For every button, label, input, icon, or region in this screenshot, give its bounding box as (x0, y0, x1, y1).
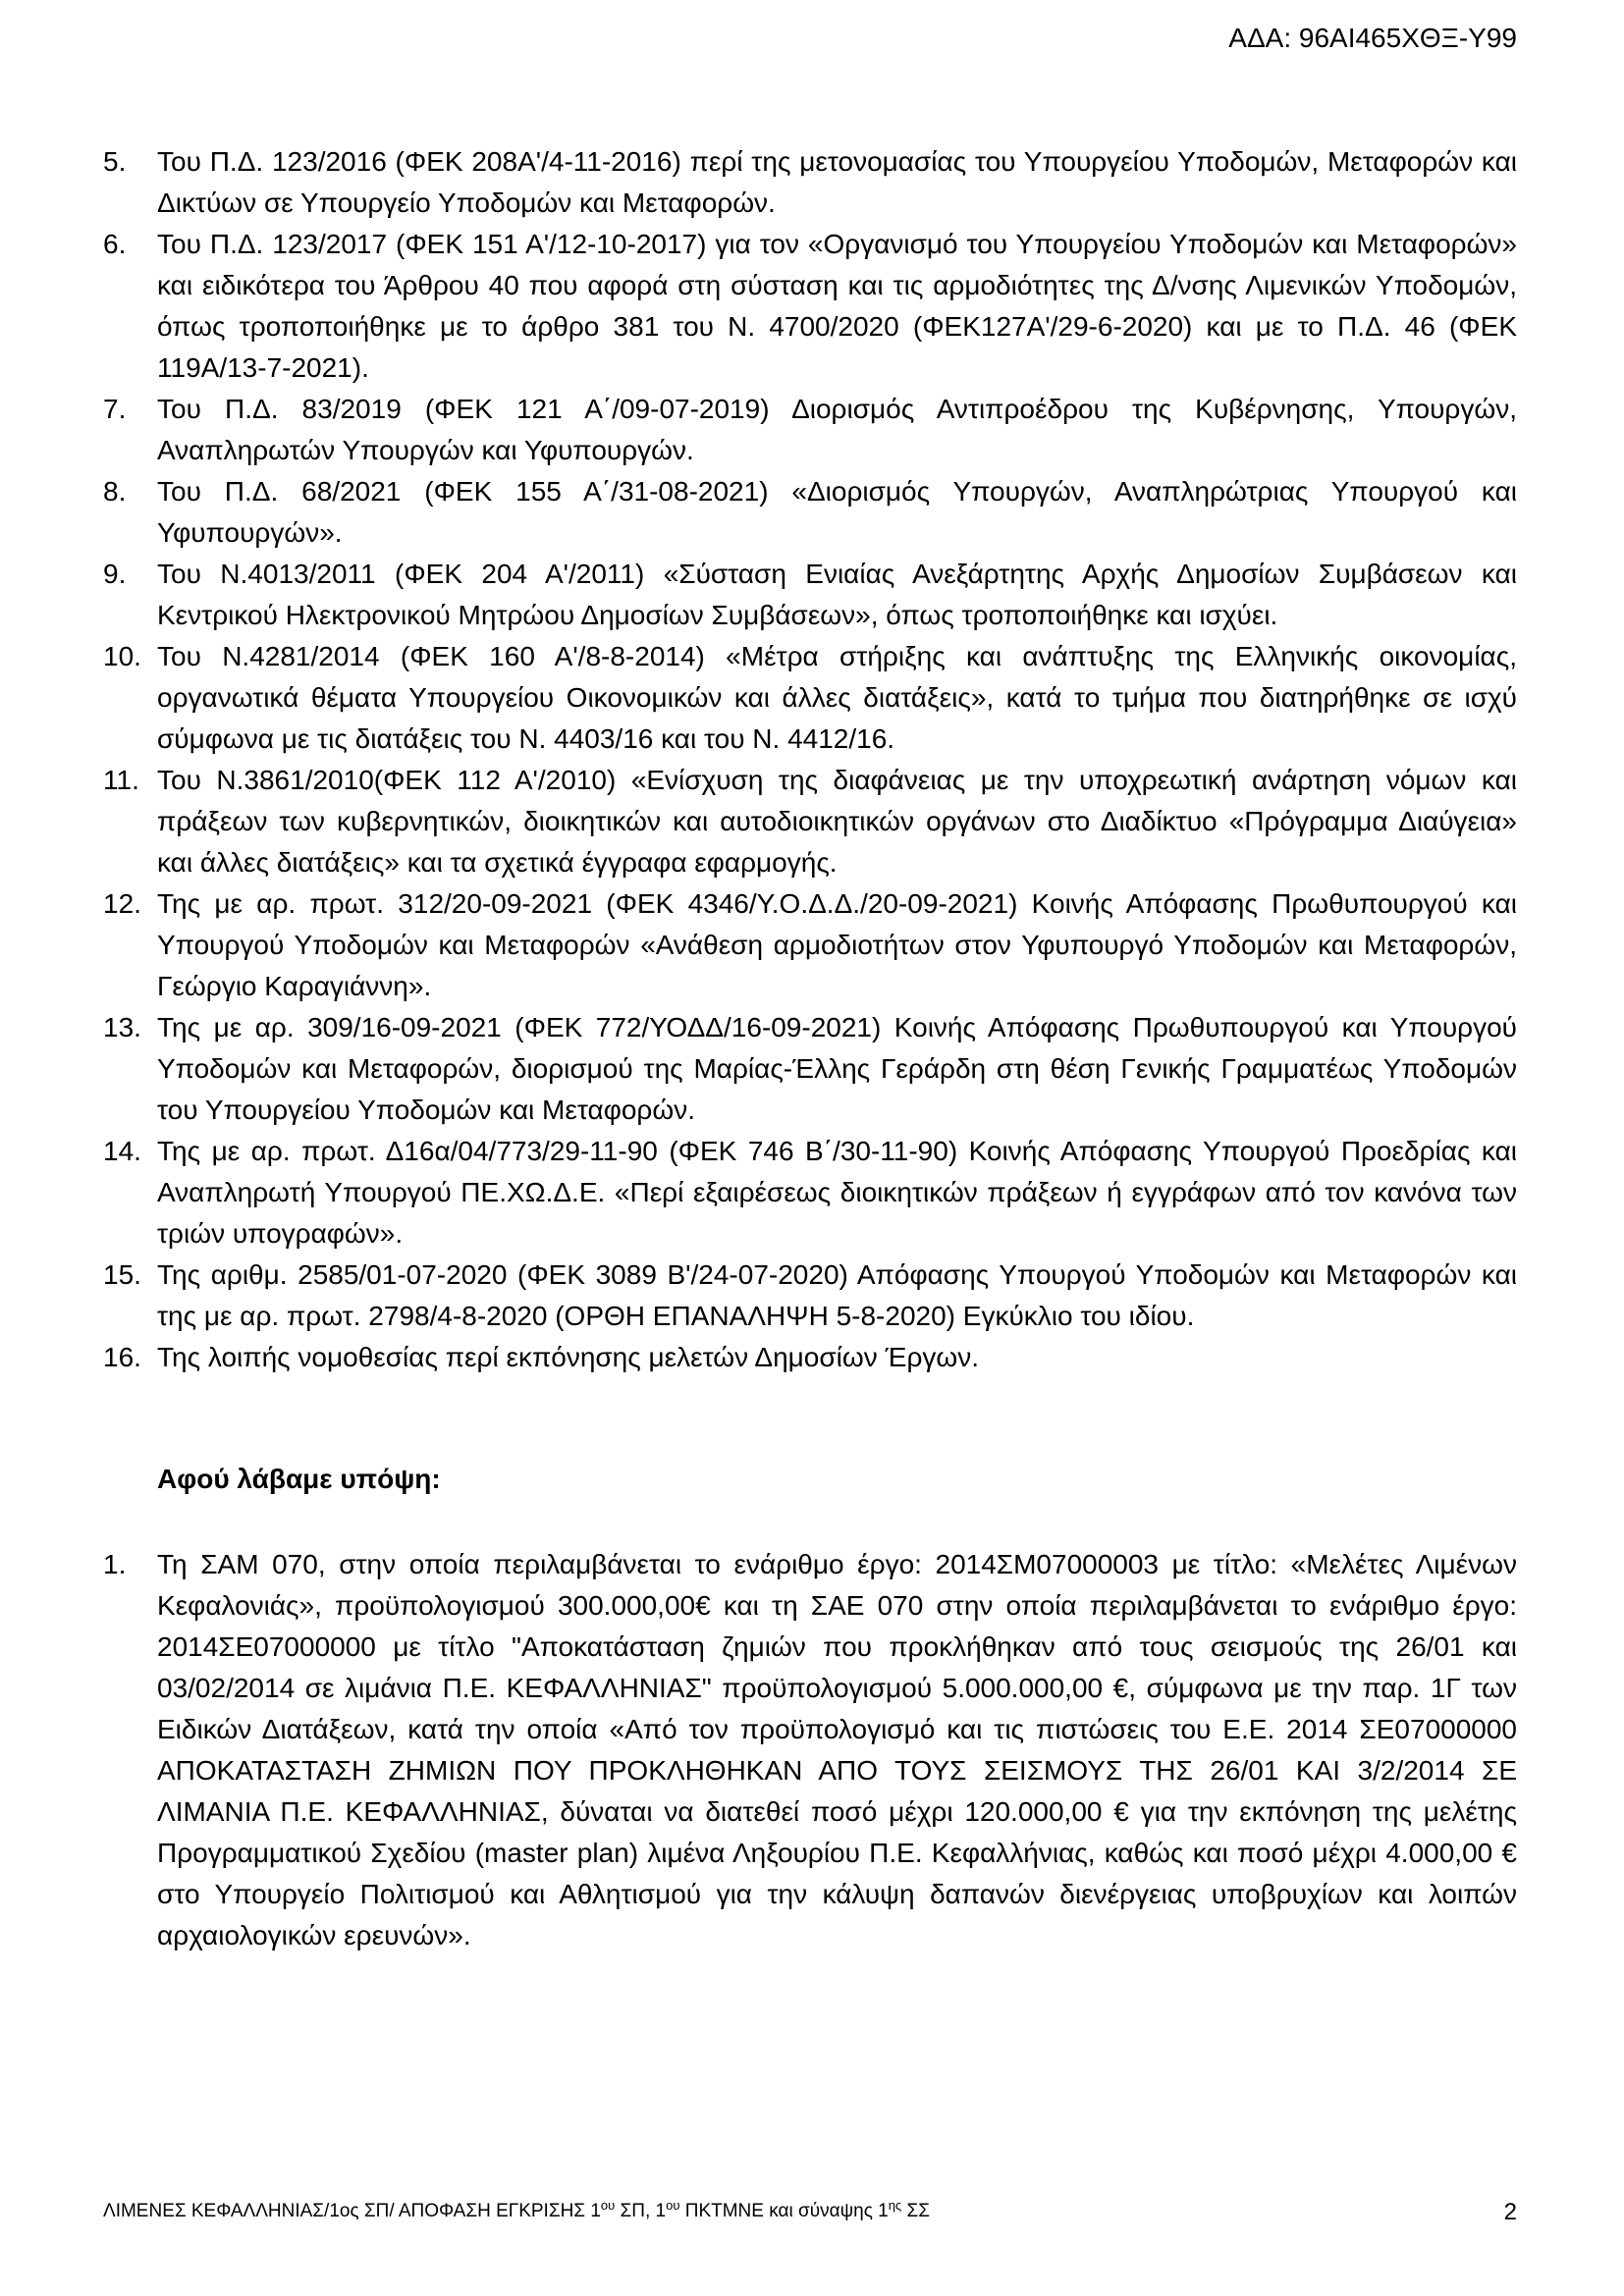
list-item-number: 12. (103, 888, 141, 919)
list-item (103, 224, 1517, 389)
list-item (103, 1337, 1517, 1378)
list-item (103, 760, 1517, 883)
considerations-heading: Αφού λάβαμε υπόψη: (157, 1464, 441, 1494)
considerations-list (103, 1544, 1517, 1956)
list-item-number: 5. (103, 146, 127, 177)
list-item-text: Της με αρ. 309/16-09-2021 (ΦΕΚ 772/ΥΟΔΔ/16-09-2021) Κοινής Απόφασης Πρωθυπουργού και Υπουργού Υποδομών και Μεταφορών, διορισμού της Μαρίας-Έλλης Γεράρδη στη θέση Γενικής Γραμματέως Υποδομών του Υπουργείου Υποδομών και Μεταφορών. (157, 1012, 1517, 1125)
list-item (103, 1131, 1517, 1255)
list-item-number: 7. (103, 394, 127, 424)
list-item-number: 10. (103, 641, 141, 671)
list-item-text: Του Π.Δ. 68/2021 (ΦΕΚ 155 Α΄/31-08-2021) «Διορισμός Υπουργών, Αναπληρώτριας Υπουργού και Υφυπουργών». (157, 476, 1517, 548)
list-item (103, 636, 1517, 760)
ada-code: ΑΔΑ: 96ΑΙ465ΧΘΞ-Υ99 (1228, 23, 1517, 53)
list-item-number: 11. (103, 765, 139, 795)
footer-superscript: ου (600, 2198, 616, 2213)
list-item-text: Της λοιπής νομοθεσίας περί εκπόνησης μελετών Δημοσίων Έργων. (157, 1342, 980, 1372)
footer-text: ΛΙΜΕΝΕΣ ΚΕΦΑΛΛΗΝΙΑΣ/1ος ΣΠ/ ΑΠΟΦΑΣΗ ΕΓΚΡΙΣΗΣ 1 (103, 2201, 601, 2221)
list-item-number: 9. (103, 559, 127, 589)
page-footer (103, 2199, 1517, 2225)
footer-text: ΣΠ, 1 (615, 2201, 667, 2221)
list-item (103, 554, 1517, 636)
list-item-text: Του Ν.3861/2010(ΦΕΚ 112 Α'/2010) «Ενίσχυση της διαφάνειας με την υποχρεωτική ανάρτηση νόμων και πράξεων των κυβερνητικών, διοικητικών και αυτοδιοικητικών οργάνων στο Διαδίκτυο «Πρόγραμμα Διαύγεια» και άλλες διατάξεις» και τα σχετικά έγγραφα εφαρμογής. (157, 765, 1517, 878)
list-item-number: 1. (103, 1549, 127, 1579)
list-item (103, 1544, 1517, 1956)
list-item (103, 389, 1517, 471)
footer-text: ΠΚΤΜΝΕ και σύναψης 1 (679, 2201, 889, 2221)
list-item (103, 1255, 1517, 1337)
list-item-text: Του Π.Δ. 123/2016 (ΦΕΚ 208Α'/4-11-2016) περί της μετονομασίας του Υπουργείου Υποδομών, Μεταφορών και Δικτύων σε Υπουργείο Υποδομών και Μεταφορών. (157, 146, 1517, 218)
list-item-text: Της αριθμ. 2585/01-07-2020 (ΦΕΚ 3089 Β'/24-07-2020) Απόφασης Υπουργού Υποδομών και Μεταφορών και της με αρ. πρωτ. 2798/4-8-2020 (ΟΡΘΗ ΕΠΑΝΑΛΗΨΗ 5-8-2020) Εγκύκλιο του ιδίου. (157, 1259, 1517, 1331)
footer-text: ΣΣ (901, 2201, 930, 2221)
footer-superscript: ης (888, 2198, 902, 2213)
list-item-number: 15. (103, 1259, 141, 1290)
list-item-number: 8. (103, 476, 127, 507)
page-number: 2 (1503, 2199, 1517, 2225)
list-item (103, 471, 1517, 554)
footer-superscript: ου (666, 2198, 680, 2213)
list-item-text: Του Ν.4281/2014 (ΦΕΚ 160 Α'/8-8-2014) «Μέτρα στήριξης και ανάπτυξης της Ελληνικής οικονομίας, οργανωτικά θέματα Υπουργείου Οικονομικών και άλλες διατάξεις», κατά το τμήμα που διατηρήθηκε σε ισχύ σύμφωνα με τις διατάξεις του Ν. 4403/16 και του Ν. 4412/16. (157, 641, 1517, 754)
list-item-number: 14. (103, 1136, 141, 1166)
list-item-text: Του Ν.4013/2011 (ΦΕΚ 204 Α'/2011) «Σύσταση Ενιαίας Ανεξάρτητης Αρχής Δημοσίων Συμβάσεων και Κεντρικού Ηλεκτρονικού Μητρώου Δημοσίων Συμβάσεων», όπως τροποποιήθηκε και ισχύει. (157, 559, 1517, 630)
list-item-number: 16. (103, 1342, 141, 1372)
list-item-text: Τη ΣΑΜ 070, στην οποία περιλαμβάνεται το ενάριθμο έργο: 2014ΣΜ07000003 με τίτλο: «Μελέτες Λιμένων Κεφαλονιάς», προϋπολογισμού 300.000,00€ και τη ΣΑΕ 070 στην οποία περιλαμβάνεται το ενάριθμο έργο: 2014ΣΕ07000000 με τίτλο "Αποκατάσταση ζημιών που προκλήθηκαν από τους σεισμούς της 26/01 και 03/02/2014 σε λιμάνια Π.Ε. ΚΕΦΑΛΛΗΝΙΑΣ" προϋπολογισμού 5.000.000,00 €, σύμφωνα με την παρ. 1Γ των Ειδικών Διατάξεων, κατά την οποία «Από τον προϋπολογισμό και τις πιστώσεις του Ε.Ε. 2014 ΣΕ07000000 ΑΠΟΚΑΤΑΣΤΑΣΗ ΖΗΜΙΩΝ ΠΟΥ ΠΡΟΚΛΗΘΗΚΑΝ ΑΠΟ ΤΟΥΣ ΣΕΙΣΜΟΥΣ ΤΗΣ 26/01 ΚΑΙ 3/2/2014 ΣΕ ΛΙΜΑΝΙΑ Π.Ε. ΚΕΦΑΛΛΗΝΙΑΣ, δύναται να διατεθεί ποσό μέχρι 120.000,00 € για την εκπόνηση της μελέτης Προγραμματικού Σχεδίου (master plan) λιμένα Ληξουρίου Π.Ε. Κεφαλλήνιας, καθώς και ποσό μέχρι 4.000,00 € στο Υπουργείο Πολιτισμού και Αθλητισμού για την κάλυψη δαπανών διενέργειας υποβρυχίων και λοιπών αρχαιολογικών ερευνών». (157, 1549, 1517, 1950)
list-item-text: Της με αρ. πρωτ. 312/20-09-2021 (ΦΕΚ 4346/Υ.Ο.Δ.Δ./20-09-2021) Κοινής Απόφασης Πρωθυπουργού και Υπουργού Υποδομών και Μεταφορών «Ανάθεση αρμοδιοτήτων στον Υφυπουργό Υποδομών και Μεταφορών, Γεώργιο Καραγιάννη». (157, 888, 1517, 1001)
legal-references-list (103, 141, 1517, 1378)
list-item-text: Του Π.Δ. 123/2017 (ΦΕΚ 151 Α'/12-10-2017) για τον «Οργανισμό του Υπουργείου Υποδομών και Μεταφορών» και ειδικότερα του Άρθρου 40 που αφορά στη σύσταση και τις αρμοδιότητες της Δ/νσης Λιμενικών Υποδομών, όπως τροποποιήθηκε με το άρθρο 381 του Ν. 4700/2020 (ΦΕΚ127Α'/29-6-2020) και με το Π.Δ. 46 (ΦΕΚ 119Α/13-7-2021). (157, 229, 1517, 383)
footer-reference (103, 2199, 930, 2225)
list-item-number: 6. (103, 229, 127, 259)
list-item-text: Του Π.Δ. 83/2019 (ΦΕΚ 121 Α΄/09-07-2019) Διορισμός Αντιπροέδρου της Κυβέρνησης, Υπουργών, Αναπληρωτών Υπουργών και Υφυπουργών. (157, 394, 1517, 465)
list-item-number: 13. (103, 1012, 141, 1042)
list-item-text: Της με αρ. πρωτ. Δ16α/04/773/29-11-90 (ΦΕΚ 746 Β΄/30-11-90) Κοινής Απόφασης Υπουργού Προεδρίας και Αναπληρωτή Υπουργού ΠΕ.ΧΩ.Δ.Ε. «Περί εξαιρέσεως διοικητικών πράξεων ή εγγράφων από τον κανόνα των τριών υπογραφών». (157, 1136, 1517, 1249)
list-item (103, 883, 1517, 1007)
list-item (103, 1007, 1517, 1131)
list-item (103, 141, 1517, 224)
